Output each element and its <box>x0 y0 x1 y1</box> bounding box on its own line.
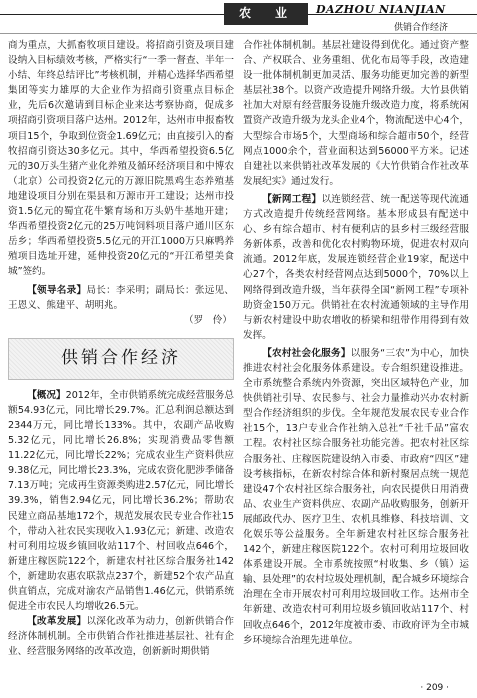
left-column <box>8 38 234 659</box>
right-column <box>243 38 469 648</box>
social-service-paragraph <box>243 346 469 648</box>
new-network-label: 【新网工程】 <box>262 193 322 205</box>
leaders-text: 局长：李采明；副局长：张远见、王恩义、熊建平、胡明兆。 <box>8 284 235 311</box>
page-number: · 209 · <box>420 683 449 693</box>
new-network-text: 以连锁经营、统一配送等现代流通方式改造提升传统经营网络。基本形成县有配送中心、乡有综合超市、村有便利店的县乡村三级经营服务新体系，改善和优化农村购物环境，促进农村双向流通。2012年底，发展连锁经营企业19家，配送中心27个，各类农村经营网点达到5000个，70%以上网络得到改造升级，当年获得全国“新网工程”专项补助资金150万元。供销社在农村流通领域的主导作用与新农村建设中助农增收的桥梁和纽带作用得到有效发挥。 <box>243 193 470 341</box>
reform-text: 以深化改革为动力，创新供销合作经济体制机制。全市供销合作社推进基层社、社有企业、经营服务网络的改革改造，创新新时期供销 <box>8 616 235 658</box>
social-service-text: 以服务“三农”为中心，加快推进农村社会化服务体系建设。专合组织建设推进。全市系统整合系统内外资源，突出区域特色产业，加快供销社引导、农民参与、社会力量推动兴办农村新型合作经济组织的步伐。全年规范发展农民专业合作社15个，13户专业合作社纳入总社“千社千品”富农工程。农村社区综合服务社功能完善。把农村社区综合服务社、庄稼医院建设纳入市委、市政府“四区”建设考核指标，在新农村综合体和新村聚居点统一规范建设47个农村社区综合服务社，向农民提供日用消费品、农业生产资料供应、农副产品收购服务，创新开展邮政代办、医疗卫生、农机具维修、科技培训、文化娱乐等公益服务。全年新建农村社区综合服务社142个，新建庄稼医院122个。农村可利用垃圾回收体系建设开展。全市系统按照“村收集、乡（镇）运输、县处理”的农村垃圾处理机制，配合城乡环境综合治理在全市开展农村可利用垃圾回收工作。达州市全年新建、改造农村可利用垃圾乡镇回收站117个、村回收点646个，2012年度被市委、市政府评为全市城乡环境综合治理先进单位。 <box>243 347 469 646</box>
livestock-investment-paragraph: 商为重点，大抓畜牧项目建设。将招商引资及项目建设纳入目标绩效考核，严格实行“一季一督查、半年一小结、年终总结评比”考核机制，并精心选择华西希望集团等实力雄厚的大企业作为招商引资重点目标企业，先后6次邀请到目标企业来达考察协商，促成多项招商引资项目落户达州。2012年，达州市申报畜牧项目15个，争取到位资金1.69亿元；由直接引入的畜牧招商引资达30多亿元。其中，华西希望投资6.5亿元的30万头生猪产业化养殖及循环经济项目和中博农（北京）公司投资2亿元的万源旧院黑鸡生态养殖基地建设项目分别在渠县和万源市开工建设；达州市投资1.5亿元的蜀宜花牛繁育场和万头奶牛基地开建；华西希望投资2亿元的25万吨饲料项目落户通川区东岳乡；华西希望投资5.5亿元的开江1000万只麻鸭养殖项目选址开建，延伸投资20亿元的“开江希望美食城”签约。 <box>8 40 234 278</box>
social-service-label: 【农村社会化服务】 <box>262 347 351 359</box>
overview-label: 【概况】 <box>27 389 66 401</box>
reform-paragraph <box>8 614 234 659</box>
journal-title: DAZHOU NIANJIAN <box>316 3 446 16</box>
overview-paragraph <box>8 388 234 614</box>
header-subsection: 供销合作经济 <box>394 23 449 33</box>
header-bottom-rule <box>0 33 477 34</box>
section-heading-box <box>8 338 234 380</box>
header-section-name: 农 业 <box>238 6 293 20</box>
reform-continued-paragraph: 合作社体制机制。基层社建设得到优化。通过资产整合、产权联合、业务重组、优化布局等手段，改造建设一批体制机制更加灵活、服务功能更加完善的新型基层社38个。以资产改造提升网络升级。大竹县供销社加大对原有经营服务设施升级改造力度，将系统闲置资产改造升级为龙头企业4个，物流配送中心4个，大型综合市场5个，大型商场和综合超市50个，经营网点1000余个，营业面积达到56000平方米。记述自建社以来供销社改革发展的《大竹供销合作社改革发展纪实》通过发行。 <box>243 40 469 187</box>
leaders-paragraph <box>8 283 234 313</box>
new-network-paragraph <box>243 192 469 343</box>
leaders-label: 【领导名录】 <box>27 284 87 296</box>
reform-label: 【改革发展】 <box>27 616 87 628</box>
author-signature: （罗 伶） <box>184 314 232 326</box>
overview-text: 2012年，全市供销系统完成经营服务总额54.93亿元，同比增长29.7%。汇总利润总额达到2344万元，同比增长133%。其中，农副产品收购5.32亿元，同比增长26.8%；实现消费品零售额11.22亿元，同比增长22%；完成农业生产资料供应9.38亿元，同比增长23.3%，完成农资化肥涉季储备7.13万吨；完成再生资源类购进2.57亿元，同比增长39.3%，销售2.94亿元，同比增长36.2%；帮助农民建立商品基地172个，规范发展农民专业合作社15个，带动入社农民实现收入1.93亿元；新建、改造农村可利用垃圾乡镇回收站117个、村回收点646个，新建庄稼医院122个，新建农村社区综合服务社142个，新建助农惠农联款点237个，新建52个农产品直供直销点，完成对渝农产品销售1.46亿元，供销系统促进全市农民人均增收26.5元。 <box>8 389 235 613</box>
section-heading: 供销合作经济 <box>61 348 181 369</box>
